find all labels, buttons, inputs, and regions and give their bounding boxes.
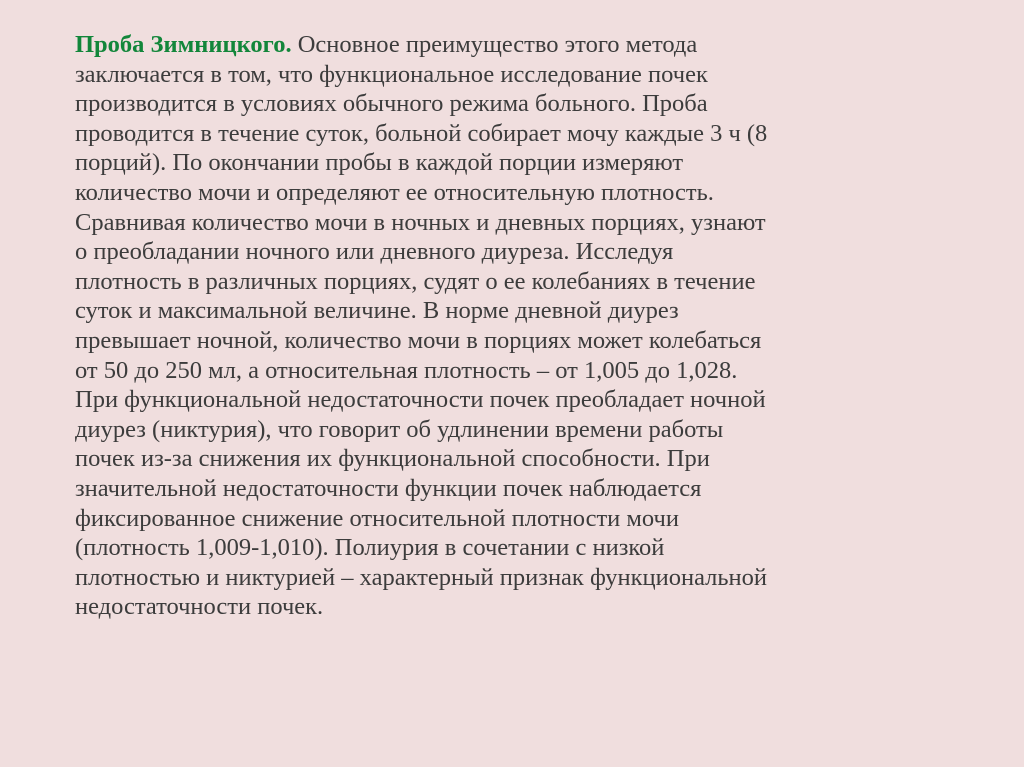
text-line-7: Сравнивая количество мочи в ночных и дневных порциях, узнают: [75, 208, 766, 236]
text-line-11: превышает ночной, количество мочи в порциях может колебаться: [75, 326, 762, 354]
text-line-15: почек из-за снижения их функциональной способности. При: [75, 445, 710, 473]
text-line-10: суток и максимальной величине. В норме дневной диурез: [75, 297, 679, 325]
text-line-17: фиксированное снижение относительной плотности мочи: [75, 504, 679, 532]
text-line-9: плотность в различных порциях, судят о ее колебаниях в течение: [75, 267, 756, 295]
text-line-8: о преобладании ночного или дневного диуреза. Исследуя: [75, 238, 674, 266]
text-line-1-body: Основное преимущество этого метода: [291, 31, 698, 58]
text-line-4: проводится в течение суток, больной собирает мочу каждые 3 ч (8: [75, 119, 768, 147]
slide-heading: Проба Зимницкого.: [75, 31, 292, 58]
text-line-5: порций). По окончании пробы в каждой порции измеряют: [75, 149, 684, 177]
body-text-block: [75, 30, 975, 622]
text-line-13: При функциональной недостаточности почек преобладает ночной: [75, 386, 766, 414]
text-line-6: количество мочи и определяют ее относительную плотность.: [75, 178, 714, 206]
text-line-12: от 50 до 250 мл, а относительная плотность – от 1,005 до 1,028.: [75, 356, 738, 384]
text-line-16: значительной недостаточности функции почек наблюдается: [75, 474, 702, 502]
text-line-14: диурез (никтурия), что говорит об удлинении времени работы: [75, 415, 724, 443]
text-line-1: [75, 30, 975, 60]
text-line-20: недостаточности почек.: [75, 593, 324, 621]
text-line-18: (плотность 1,009-1,010). Полиурия в сочетании с низкой: [75, 534, 665, 562]
text-line-19: плотностью и никтурией – характерный признак функциональной: [75, 563, 768, 591]
text-line-2: заключается в том, что функциональное исследование почек: [75, 60, 708, 88]
text-line-3: производится в условиях обычного режима больного. Проба: [75, 90, 708, 118]
